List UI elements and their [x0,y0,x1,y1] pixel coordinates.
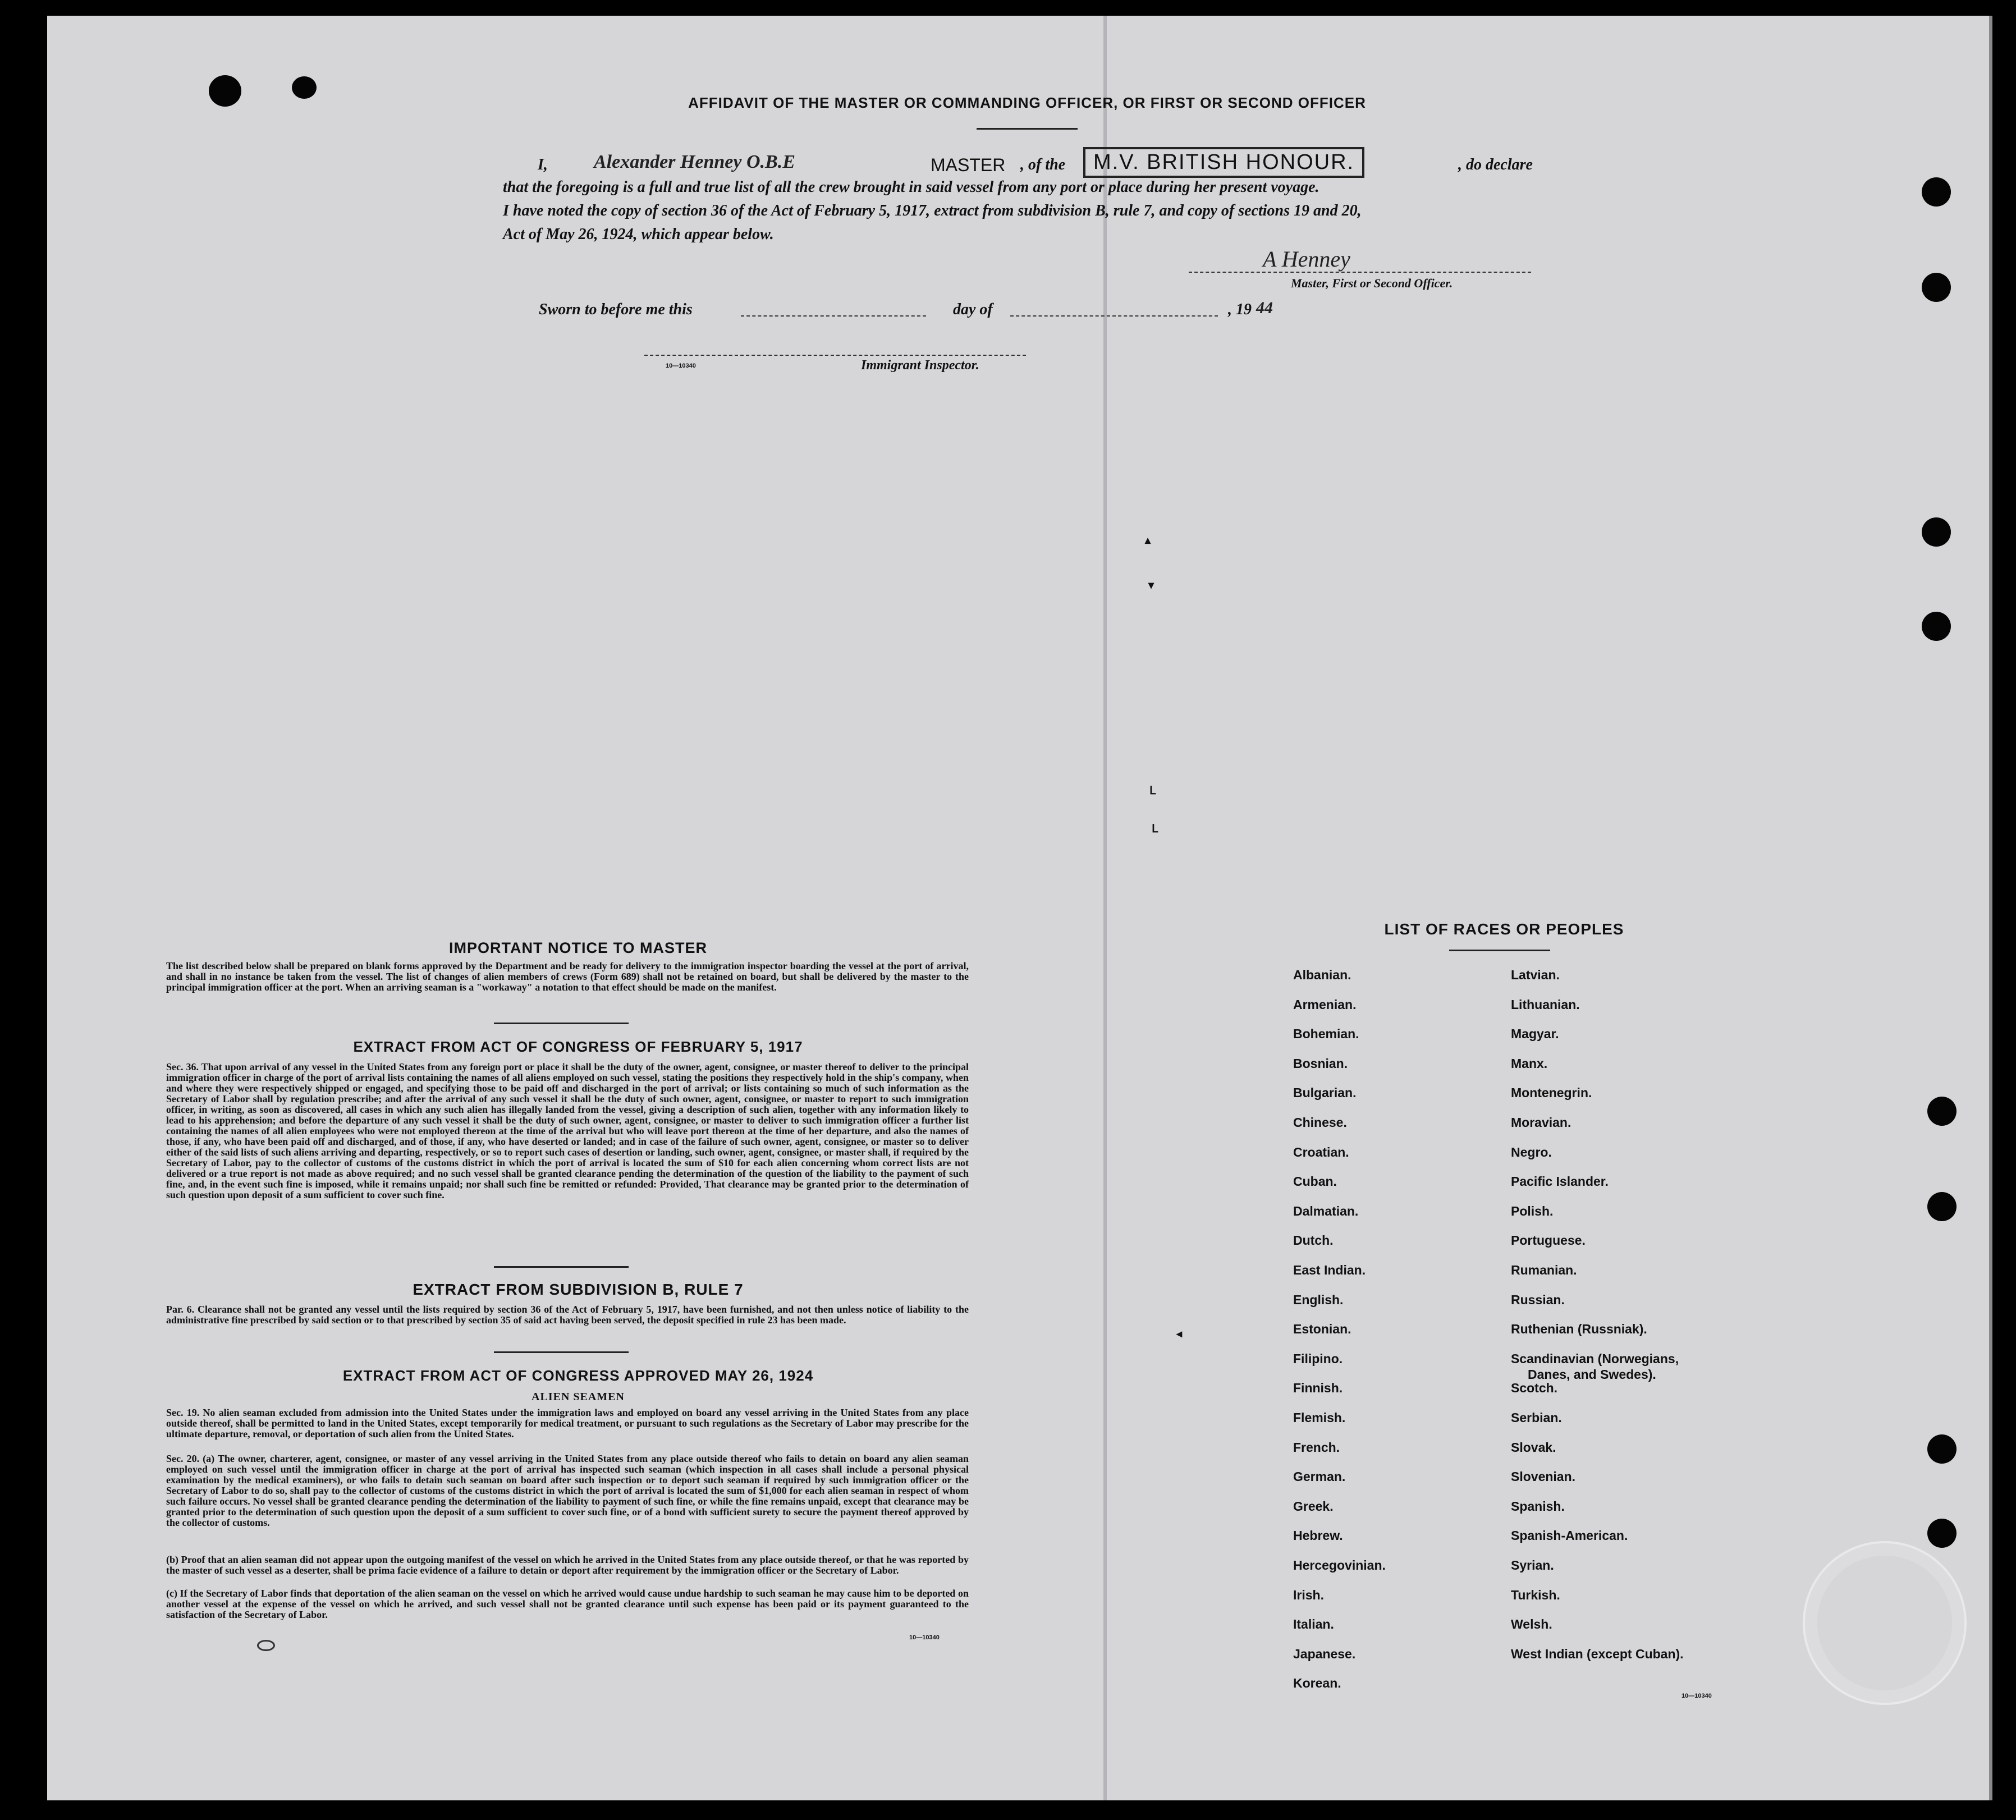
punch-hole [1922,273,1951,302]
sworn-day-blank [741,315,926,317]
race-item: Bohemian. [1293,1026,1359,1042]
race-item: Greek. [1293,1498,1334,1514]
race-item: Danes, and Swedes). [1528,1367,1656,1382]
race-item: English. [1293,1292,1344,1307]
rule7-body: Par. 6. Clearance shall not be granted any vessel until the lists required by section 36 of the Act of February 5, 1917, have been furnished, and not then unless notice of liability to the administrative fine prescribed by said section or to that prescribed by section 35 of said act having been served, the deposit specified in rule 23 has been made. [166,1304,969,1326]
race-item: Pacific Islander. [1511,1174,1609,1189]
punch-hole [1927,1192,1957,1221]
notice-body: The list described below shall be prepared on blank forms approved by the Department and be ready for delivery to the immigration inspector boarding the vessel at the port of arrival, and shall in no instance be taken from the vessel. The list of changes of alien members of crews (Form 689) shall not be retained on board, but shall be delivered by the master to the principal immigration officer at the port. When an arriving seaman is a "workaway" a notation to that effect should be made on the manifest. [166,960,969,993]
inspector-caption: Immigrant Inspector. [861,358,979,373]
punch-hole [292,76,317,99]
race-item: Hercegovinian. [1293,1558,1386,1573]
ink-smudge [257,1640,275,1651]
vessel-name-stamp: M.V. BRITISH HONOUR. [1083,147,1364,178]
form-number: 10—10340 [1681,1693,1712,1699]
affidavit-line-4: Act of May 26, 1924, which appear below. [503,226,774,243]
race-item: Chinese. [1293,1115,1347,1130]
margin-mark: ▾ [1148,579,1154,592]
race-item: Spanish. [1511,1498,1565,1514]
divider [494,1351,629,1353]
divider [494,1266,629,1268]
sec20b-body: (b) Proof that an alien seaman did not appear upon the outgoing manifest of the vessel on which he arrived in the United States from any place outside thereof, or that he was reported by the master of such vessel as a deserter, shall be prima facie evidence of a failure to detain or deport after requirement by the immigration officer or the Secretary of Labor. [166,1554,969,1576]
race-item: Welsh. [1511,1617,1552,1632]
inspector-line [644,355,1026,356]
punch-hole [1927,1434,1957,1464]
margin-mark: ▴ [1145,534,1151,547]
affidavit-line-3: I have noted the copy of section 36 of the Act of February 5, 1917, extract from subdivision B, rule 7, and copy of sections 19 and 20, [503,202,1362,219]
race-item: Scotch. [1511,1381,1558,1396]
race-item: Cuban. [1293,1174,1337,1189]
race-item: Estonian. [1293,1322,1351,1337]
race-item: German. [1293,1469,1346,1484]
race-item: Slovenian. [1511,1469,1576,1484]
punch-hole [1922,517,1951,547]
sec19-body: Sec. 19. No alien seaman excluded from admission into the United States under the immigration laws and employed on board any vessel arriving in the United States from any place outside thereof, shall be permitted to land in the United States, except temporarily for medical treatment, or pursuant to such regulations as the Secretary of Labor may prescribe for the ultimate departure, removal, or deportation of such alien from the United States. [166,1407,969,1440]
race-item: French. [1293,1440,1340,1455]
year-prefix: , 19 [1228,301,1252,318]
race-item: Bulgarian. [1293,1085,1357,1101]
race-item: West Indian (except Cuban). [1511,1646,1684,1661]
divider [494,1023,629,1024]
race-item: Portuguese. [1511,1233,1586,1248]
do-declare-label: , do declare [1458,156,1533,173]
race-item: Albanian. [1293,968,1351,982]
race-item: East Indian. [1293,1263,1366,1277]
race-item: Korean. [1293,1676,1341,1691]
race-item: Moravian. [1511,1115,1571,1130]
race-item: Flemish. [1293,1410,1346,1425]
rule7-title: EXTRACT FROM SUBDIVISION B, RULE 7 [413,1281,744,1298]
race-item: Japanese. [1293,1646,1356,1661]
race-item: Manx. [1511,1056,1548,1071]
race-item: Filipino. [1293,1351,1343,1366]
day-of-label: day of [953,301,993,318]
punch-hole [209,75,241,107]
race-item: Turkish. [1511,1587,1560,1602]
margin-mark: ◂ [1176,1328,1183,1340]
sworn-line [539,301,1325,323]
extract-1917-body: Sec. 36. That upon arrival of any vessel in the United States from any foreign port or place it shall be the duty of the owner, agent, consignee, or master thereof to deliver to the principal immigration officer in charge of the port of arrival lists containing the names of all aliens employed on such vessel, stating the positions they respectively hold in the ship's company, when and where they were respectively shipped or engaged, and specifying those to be paid off and discharged in the port of arrival; or lists containing so much of such information as the Secretary of Labor shall by regulation prescribe; and after the arrival of any such vessel it shall be the duty of such owner, agent, consignee, or master to report to such immigration officer, in writing, as soon as discovered, all cases in which any such alien has illegally landed from the vessel, giving a description of such alien, together with any information likely to lead to his apprehension; and before the departure of any such vessel it shall be the duty of such owner, agent, consignee, or master to deliver to such immigration officer a further list containing the names of all alien employees who were not employed thereon at the time of the arrival but who will leave port thereon at the time of her departure, and also the names of those, if any, who have been paid off and discharged, and of those, if any, who have deserted or landed; and in case of the failure of such owner, agent, consignee, or master so to deliver either of the said lists of such aliens arriving and departing, respectively, or so to report such cases of desertion or landing, such owner, agent, consignee, or master shall, if required by the Secretary of Labor, pay to the collector of customs of the customs district in which the port of arrival is located the sum of $10 for each alien concerning whom correct lists are not delivered or a true report is not made as above required; and no such vessel shall be granted clearance pending the determination of the question of the liability to the payment of such fine, and, in the event such fine is imposed, while it remains unpaid; nor shall such fine be remitted or refunded: Provided, That clearance may be granted prior to the determination of such question upon deposit of a sum sufficient to cover such fine. [166,1061,969,1200]
divider [977,128,1078,130]
race-item: Spanish-American. [1511,1528,1628,1543]
master-name-handwritten: Alexander Henney O.B.E [594,152,795,172]
affidavit-line-1 [538,152,1559,178]
race-item: Armenian. [1293,997,1357,1012]
sec20c-body: (c) If the Secretary of Labor finds that deportation of the alien seaman on the vessel on which he arrived would cause undue hardship to such seaman he may cause him to be deported on another vessel at the expense of the vessel on which he arrived, and such vessel shall not be granted clearance until such expense has been paid or its payment guaranteed to the satisfaction of the Secretary of Labor. [166,1588,969,1620]
alien-seamen-subtitle: ALIEN SEAMEN [532,1391,625,1403]
sworn-month-blank [1010,315,1218,317]
race-item: Finnish. [1293,1381,1343,1396]
race-item: Croatian. [1293,1144,1349,1159]
notice-title: IMPORTANT NOTICE TO MASTER [449,939,707,956]
race-item: Italian. [1293,1617,1334,1632]
document-page [47,16,1992,1800]
race-item: Polish. [1511,1203,1554,1218]
embossed-seal [1803,1541,1967,1705]
race-item: Rumanian. [1511,1263,1577,1277]
rank-stamp: MASTER [931,155,1006,175]
races-title: LIST OF RACES OR PEOPLES [1384,920,1624,938]
divider [1449,950,1550,951]
race-item: Magyar. [1511,1026,1559,1042]
race-item: Ruthenian (Russniak). [1511,1322,1647,1337]
race-item: Syrian. [1511,1558,1554,1573]
year-handwritten: 44 [1256,299,1273,317]
punch-hole [1927,1519,1957,1548]
sec20a-body: Sec. 20. (a) The owner, charterer, agent, consignee, or master of any vessel arriving in the United States from any place outside thereof who fails to detain on board any alien seaman employed on such vessel until the immigration officer in charge at the port of arrival has inspected such seaman (which inspection in all cases shall include a personal physical examination by the medical examiners), or who fails to detain such seaman on board after such inspection or to deport such seaman if required by such immigration officer or the Secretary of Labor to do so, shall pay to the collector of customs of the customs district in which the port of arrival is located the sum of $1,000 for each alien seaman in respect of whom such failure occurs. No vessel shall be granted clearance pending the determination of the liability to payment of such fine, or while the fine remains unpaid, except that clearance may be granted prior to the determination of such question upon the deposit of a sum sufficient to cover such fine, or of a bond with sufficient surety to secure the payment thereof approved by the collector of customs. [166,1453,969,1528]
race-item: Dutch. [1293,1233,1334,1248]
officer-signature: A Henney [1263,246,1350,272]
race-item: Hebrew. [1293,1528,1343,1543]
signature-caption: Master, First or Second Officer. [1291,276,1453,290]
form-number: 10—10340 [909,1634,940,1641]
sworn-label: Sworn to before me this [539,301,693,318]
center-fold [1103,16,1107,1800]
extract-1917-title: EXTRACT FROM ACT OF CONGRESS OF FEBRUARY 5, 1917 [353,1038,803,1055]
race-item: Negro. [1511,1144,1552,1159]
race-item: Scandinavian (Norwegians, [1511,1351,1679,1366]
race-item: Serbian. [1511,1410,1562,1425]
punch-hole [1922,612,1951,641]
affidavit-title: AFFIDAVIT OF THE MASTER OR COMMANDING OFFICER, OR FIRST OR SECOND OFFICER [688,94,1366,111]
race-item: Montenegrin. [1511,1085,1592,1101]
of-the-label: , of the [1020,156,1066,173]
race-item: Slovak. [1511,1440,1556,1455]
margin-mark: ᒪ [1152,823,1158,835]
margin-mark: ᒪ [1149,785,1156,797]
race-item: Irish. [1293,1587,1324,1602]
signature-line [1189,272,1531,273]
punch-hole [1922,177,1951,207]
race-item: Bosnian. [1293,1056,1348,1071]
race-item: Latvian. [1511,968,1560,982]
extract-1924-title: EXTRACT FROM ACT OF CONGRESS APPROVED MAY 26, 1924 [342,1367,814,1384]
form-number: 10—10340 [666,363,696,369]
race-item: Dalmatian. [1293,1203,1359,1218]
race-item: Russian. [1511,1292,1565,1307]
affidavit-line-2: that the foregoing is a full and true list of all the crew brought in said vessel from any port or place during her present voyage. [503,178,1319,196]
race-item: Lithuanian. [1511,997,1580,1012]
punch-hole [1927,1097,1957,1126]
i-label: I, [538,156,548,173]
